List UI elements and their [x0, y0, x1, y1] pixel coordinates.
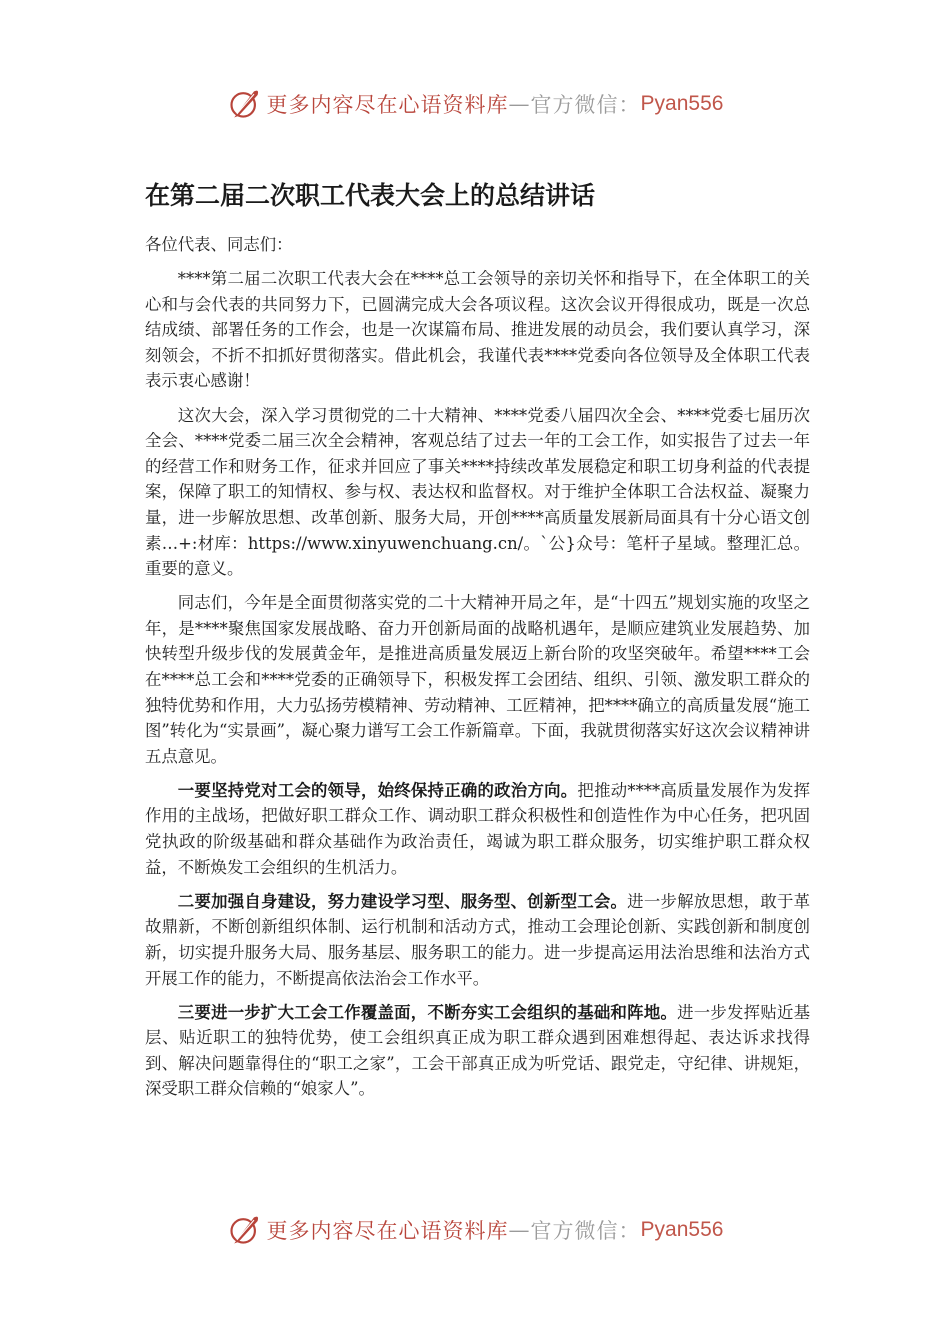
quill-pen-logo-icon	[227, 1212, 263, 1248]
paragraph: ****第二届二次职工代表大会在****总工会领导的亲切关怀和指导下，在全体职工的关心和与会代表的共同努力下，已圆满完成大会各项议程。这次会议开得很成功，既是一次总结成绩、部署任务的工作会，也是一次谋篇布局、推进发展的动员会，我们要认真学习，深刻领会，不折不扣抓好贯彻落实。借此机会，我谨代表****党委向各位领导及全体职工代表表示衷心感谢！	[145, 269, 810, 391]
banner-text: 更多内容尽在心语资料库	[266, 93, 509, 117]
point-heading: 三要进一步扩大工会工作覆盖面，不断夯实工会组织的基础和阵地。	[177, 1002, 678, 1022]
document-body	[145, 232, 810, 1111]
document-title: 在第二届二次职工代表大会上的总结讲话	[145, 181, 596, 210]
banner-wechat-id: Pyan556	[640, 1218, 724, 1241]
point-paragraph	[145, 1000, 810, 1102]
point-heading: 二要加强自身建设，努力建设学习型、服务型、创新型工会。	[177, 891, 628, 911]
point-body: 把推动****高质量发展作为发挥作用的主战场，把做好职工群众工作、调动职工群众积极性和创造性作为中心任务，把巩固党执政的阶级基础和群众基础作为政治责任，竭诚为职工群众服务，切实维护职工群众权益，不断焕发工会组织的生机活力。	[145, 780, 811, 877]
banner-separator: —	[508, 1218, 531, 1242]
point-paragraph	[145, 778, 810, 880]
banner-wechat-id: Pyan556	[640, 92, 724, 115]
quill-pen-logo-icon	[227, 86, 263, 122]
paragraph: 同志们，今年是全面贯彻落实党的二十大精神开局之年，是“十四五”规划实施的攻坚之年，是****聚焦国家发展战略、奋力开创新局面的战略机遇年，是顺应建筑业发展趋势、加快转型升级步伐的发展黄金年，是推进高质量发展迈上新台阶的攻坚突破年。希望****工会在****总工会和****党委的正确领导下，积极发挥工会团结、组织、引领、激发职工群众的独特优势和作用，大力弘扬劳模精神、劳动精神、工匠精神，把****确立的高质量发展“施工图”转化为“实景画”，凝心聚力谱写工会工作新篇章。下面，我就贯彻落实好这次会议精神讲五点意见。	[145, 593, 810, 766]
salutation: 各位代表、同志们：	[145, 235, 293, 254]
paragraph: 这次大会，深入学习贯彻党的二十大精神、****党委八届四次全会、****党委七届历次全会、****党委二届三次全会精神，客观总结了过去一年的工会工作，如实报告了过去一年的经营工作和财务工作，征求并回应了事关****持续改革发展稳定和职工切身利益的代表提案，保障了职工的知情权、参与权、表达权和监督权。对于维护全体职工合法权益、凝聚力量，进一步解放思想、改革创新、服务大局，开创****高质量发展新局面具有十分心语文创素…+:材库：https://www.xinyuwenchuang.cn/。`公}众号：笔杆子星域。整理汇总。重要的意义。	[145, 405, 810, 579]
banner-text: 更多内容尽在心语资料库	[266, 1219, 509, 1243]
point-paragraph	[145, 889, 810, 991]
footer-banner	[0, 1210, 950, 1250]
header-banner	[0, 84, 950, 124]
point-body: 进一步解放思想，敢于革故鼎新，不断创新组织体制、运行机制和活动方式，推动工会理论创新、实践创新和制度创新，切实提升服务大局、服务基层、服务职工的能力。进一步提高运用法治思维和法治方式开展工作的能力，不断提高依法治会工作水平。	[145, 891, 810, 988]
banner-wechat-label: 官方微信：	[530, 1219, 641, 1243]
banner-separator: —	[508, 92, 531, 116]
point-heading: 一要坚持党对工会的领导，始终保持正确的政治方向。	[177, 780, 578, 800]
banner-wechat-label: 官方微信：	[530, 93, 641, 117]
point-body: 进一步发挥贴近基层、贴近职工的独特优势，使工会组织真正成为职工群众遇到困难想得起、表达诉求找得到、解决问题靠得住的“职工之家”，工会干部真正成为听党话、跟党走，守纪律、讲规矩，深受职工群众信赖的“娘家人”。	[145, 1002, 811, 1099]
